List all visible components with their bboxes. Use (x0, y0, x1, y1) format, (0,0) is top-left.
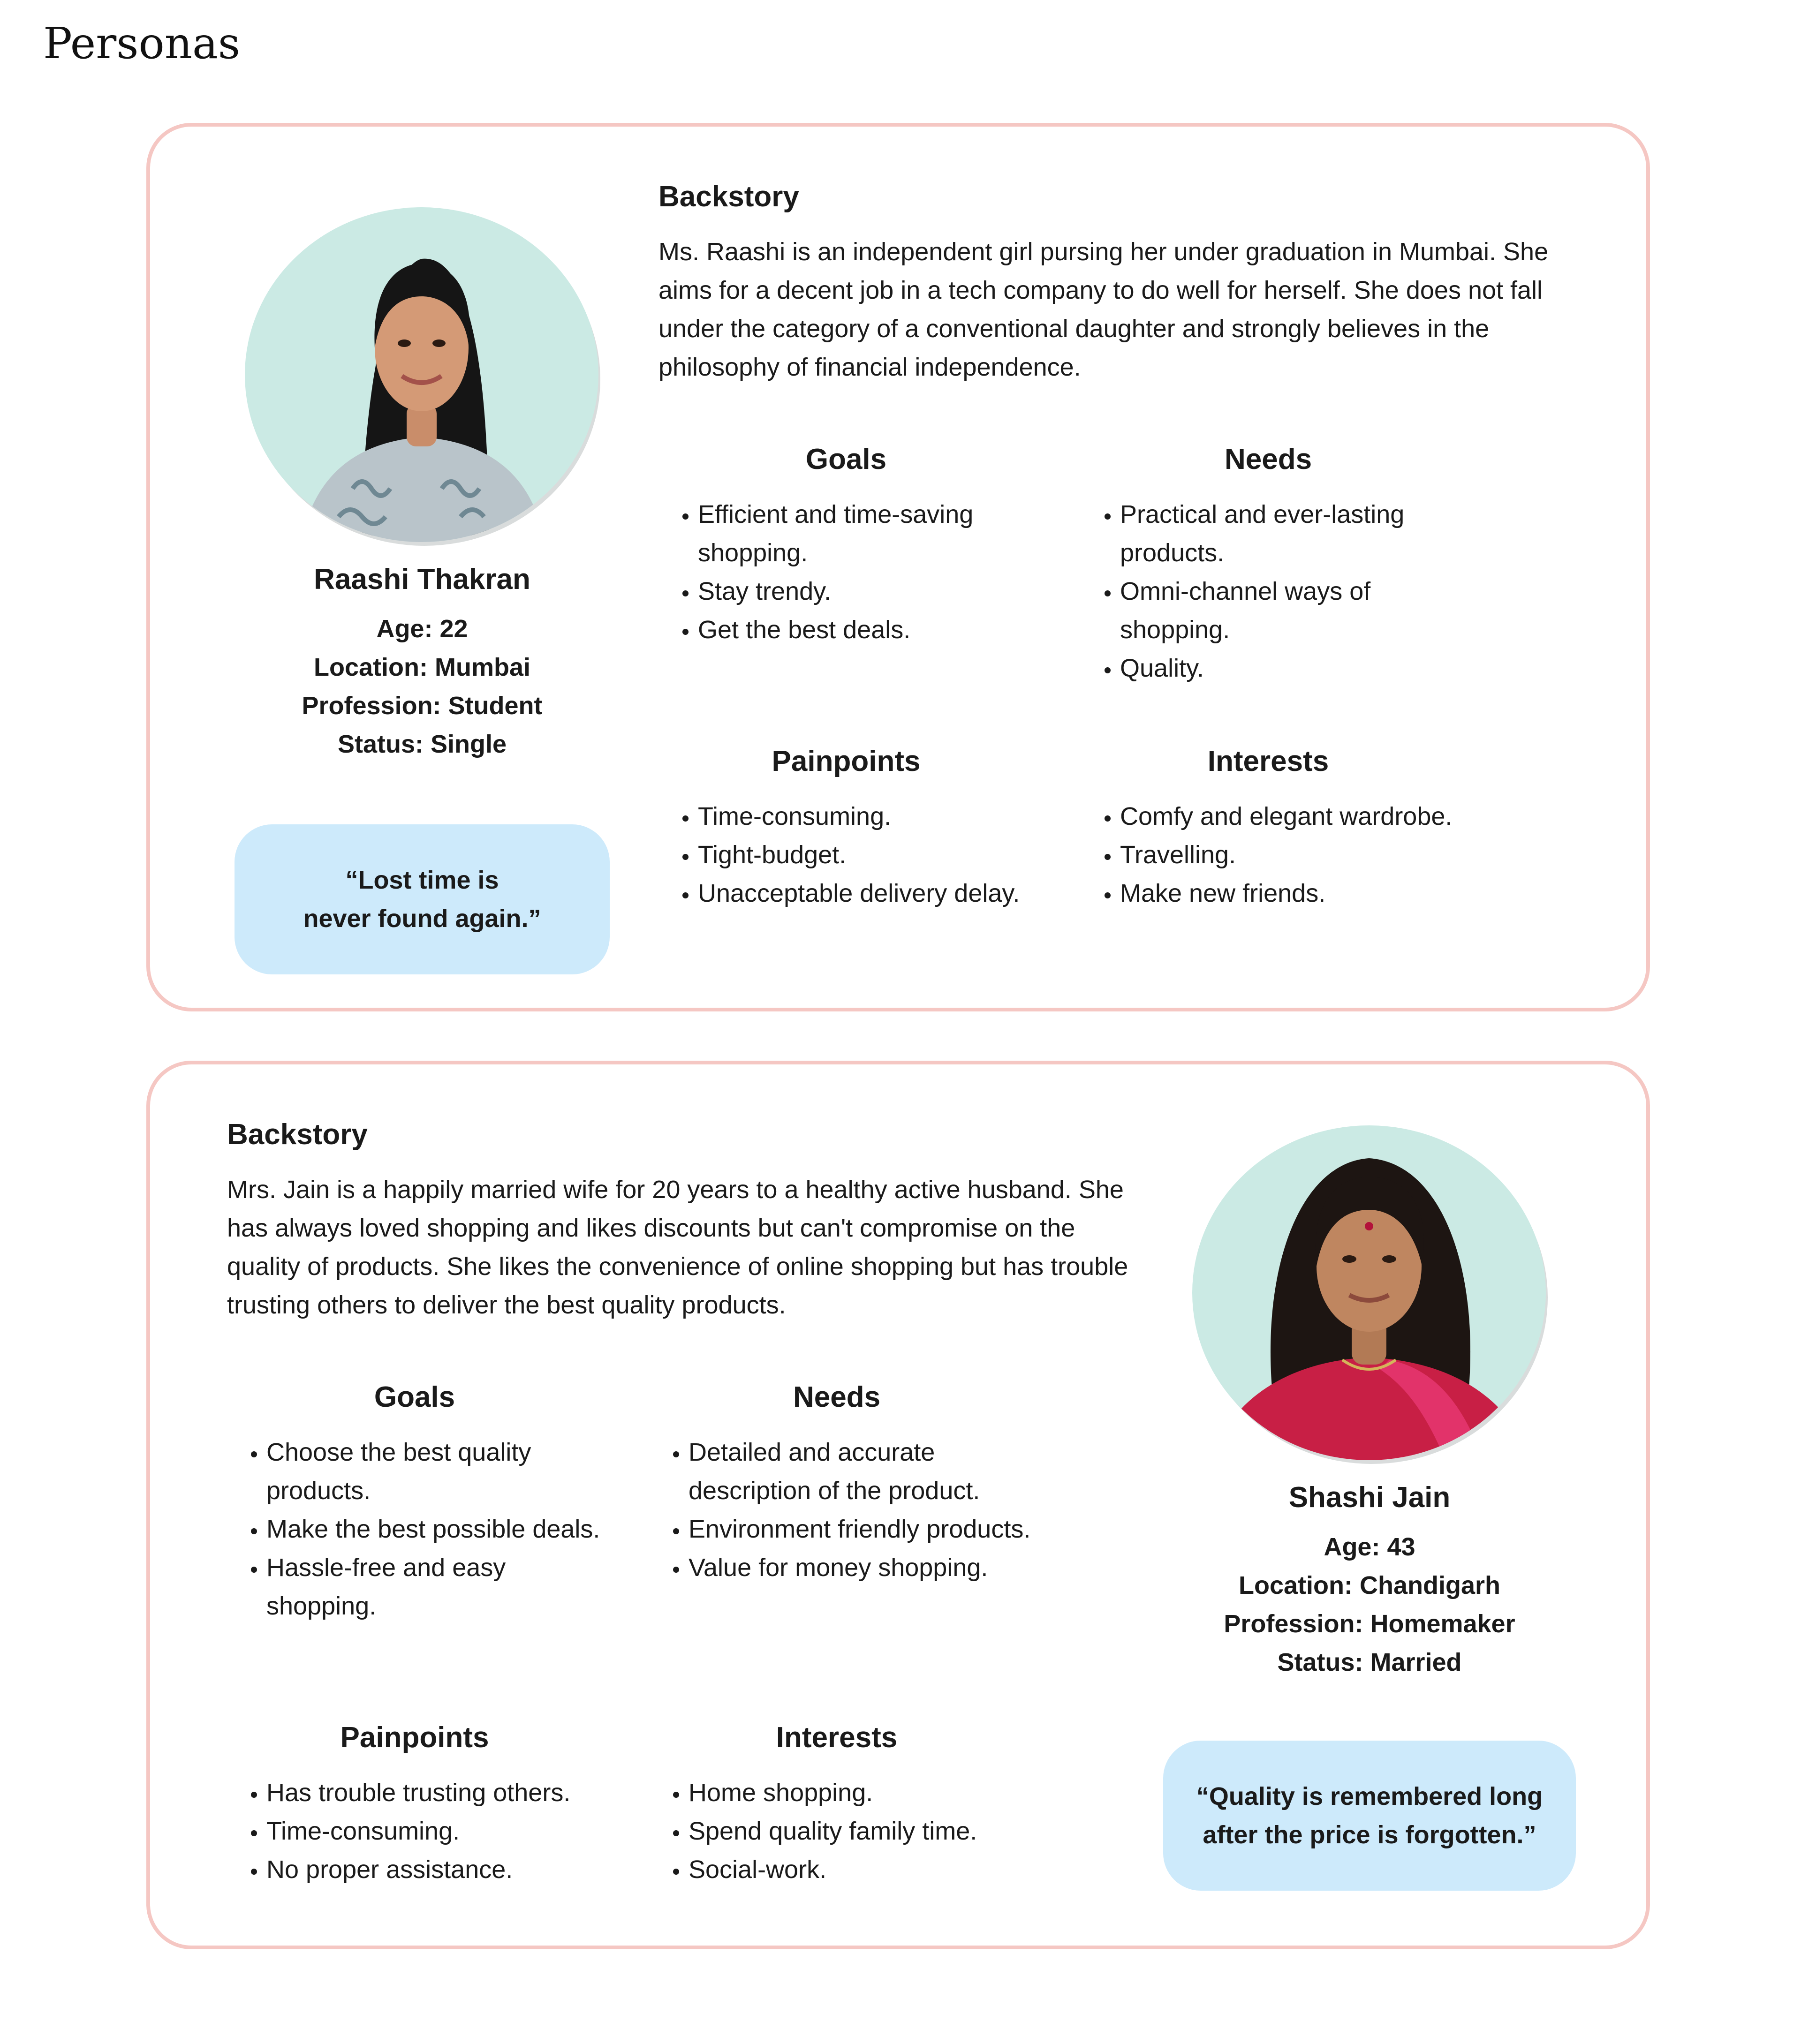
section-heading: Goals (374, 1381, 455, 1413)
woman-portrait-icon (245, 207, 598, 542)
persona-card-shashi (146, 1061, 1650, 1949)
persona-facts (235, 610, 610, 763)
persona-location: Location: Chandigarh (1239, 1571, 1500, 1599)
persona-age: Age: 43 (1324, 1533, 1415, 1561)
list-item: • Quality. (1120, 649, 1465, 687)
quote-line: never found again.” (303, 905, 541, 933)
list-item: • Has trouble trusting others. (266, 1773, 612, 1812)
section-heading: Goals (805, 443, 887, 475)
woman-portrait-icon (1192, 1125, 1546, 1460)
list-item: • Detailed and accurate description of the product. (689, 1433, 1034, 1510)
list-item: • Value for money shopping. (689, 1548, 1034, 1587)
section-heading: Needs (793, 1381, 881, 1413)
list-item: • Stay trendy. (698, 572, 1043, 611)
list-item: • Get the best deals. (698, 611, 1043, 649)
list-item: • Time-consuming. (698, 797, 1043, 836)
list-item: • Practical and ever-lasting products. (1120, 495, 1465, 572)
list-item: • Unacceptable delivery delay. (698, 874, 1043, 913)
list-item: • Environment friendly products. (689, 1510, 1034, 1548)
list-item: • Social-work. (689, 1850, 1034, 1889)
persona-profession: Profession: Student (302, 692, 543, 720)
persona-status: Status: Single (337, 730, 507, 758)
list-item: • Omni-channel ways of shopping. (1120, 572, 1465, 649)
persona-facts (1182, 1528, 1557, 1682)
backstory (227, 1116, 1142, 1324)
persona-quote (1163, 1741, 1576, 1891)
backstory (658, 178, 1597, 386)
list-item: • Home shopping. (689, 1773, 1034, 1812)
quote-line: after the price is forgotten.” (1203, 1821, 1536, 1849)
section-heading: Interests (776, 1721, 898, 1754)
interests-section (649, 1719, 1034, 1889)
goals-section (658, 441, 1043, 649)
list-item: • Efficient and time-saving shopping. (698, 495, 1043, 572)
list-item: • Spend quality family time. (689, 1812, 1034, 1850)
interests-section (1081, 743, 1465, 913)
backstory-heading: Backstory (658, 181, 799, 213)
quote-line: “Quality is remembered long (1196, 1782, 1543, 1810)
list-item: • Tight-budget. (698, 836, 1043, 874)
persona-quote (235, 824, 610, 974)
section-heading: Interests (1207, 745, 1329, 777)
section-heading: Painpoints (340, 1721, 489, 1754)
backstory-heading: Backstory (227, 1118, 368, 1151)
persona-card-raashi (146, 123, 1650, 1011)
persona-profession: Profession: Homemaker (1224, 1610, 1515, 1638)
needs-section (1081, 441, 1465, 687)
backstory-text: Mrs. Jain is a happily married wife for 20 years to a healthy active husband. She has always loved shopping and likes discounts but can't compromise on the quality of products. She likes the convenience of online shopping but has trouble trusting others to deliver the best quality products. (227, 1176, 1128, 1319)
backstory-text: Ms. Raashi is an independent girl pursing her under graduation in Mumbai. She aims for a decent job in a tech company to do well for herself. She does not fall under the category of a conventional daughter and strongly believes in the philosophy of financial independence. (658, 238, 1549, 381)
persona-age: Age: 22 (376, 615, 468, 643)
quote-line: “Lost time is (345, 866, 499, 894)
avatar (245, 207, 598, 542)
section-heading: Needs (1224, 443, 1312, 475)
list-item: • Make the best possible deals. (266, 1510, 612, 1548)
painpoints-section (227, 1719, 612, 1889)
persona-status: Status: Married (1277, 1648, 1462, 1676)
list-item: • Comfy and elegant wardrobe. (1120, 797, 1465, 836)
persona-location: Location: Mumbai (314, 653, 530, 681)
persona-name: Raashi Thakran (314, 563, 530, 596)
list-item: • Make new friends. (1120, 874, 1465, 913)
page-title: Personas (43, 18, 241, 68)
list-item: • Choose the best quality products. (266, 1433, 612, 1510)
goals-section (227, 1379, 612, 1625)
persona-name: Shashi Jain (1288, 1481, 1451, 1514)
profile-column (235, 127, 610, 1008)
list-item: • No proper assistance. (266, 1850, 612, 1889)
painpoints-section (658, 743, 1043, 913)
avatar (1192, 1125, 1546, 1460)
list-item: • Time-consuming. (266, 1812, 612, 1850)
profile-column (1182, 1064, 1557, 1946)
list-item: • Travelling. (1120, 836, 1465, 874)
list-item: • Hassle-free and easy shopping. (266, 1548, 612, 1625)
section-heading: Painpoints (772, 745, 921, 777)
needs-section (649, 1379, 1034, 1587)
